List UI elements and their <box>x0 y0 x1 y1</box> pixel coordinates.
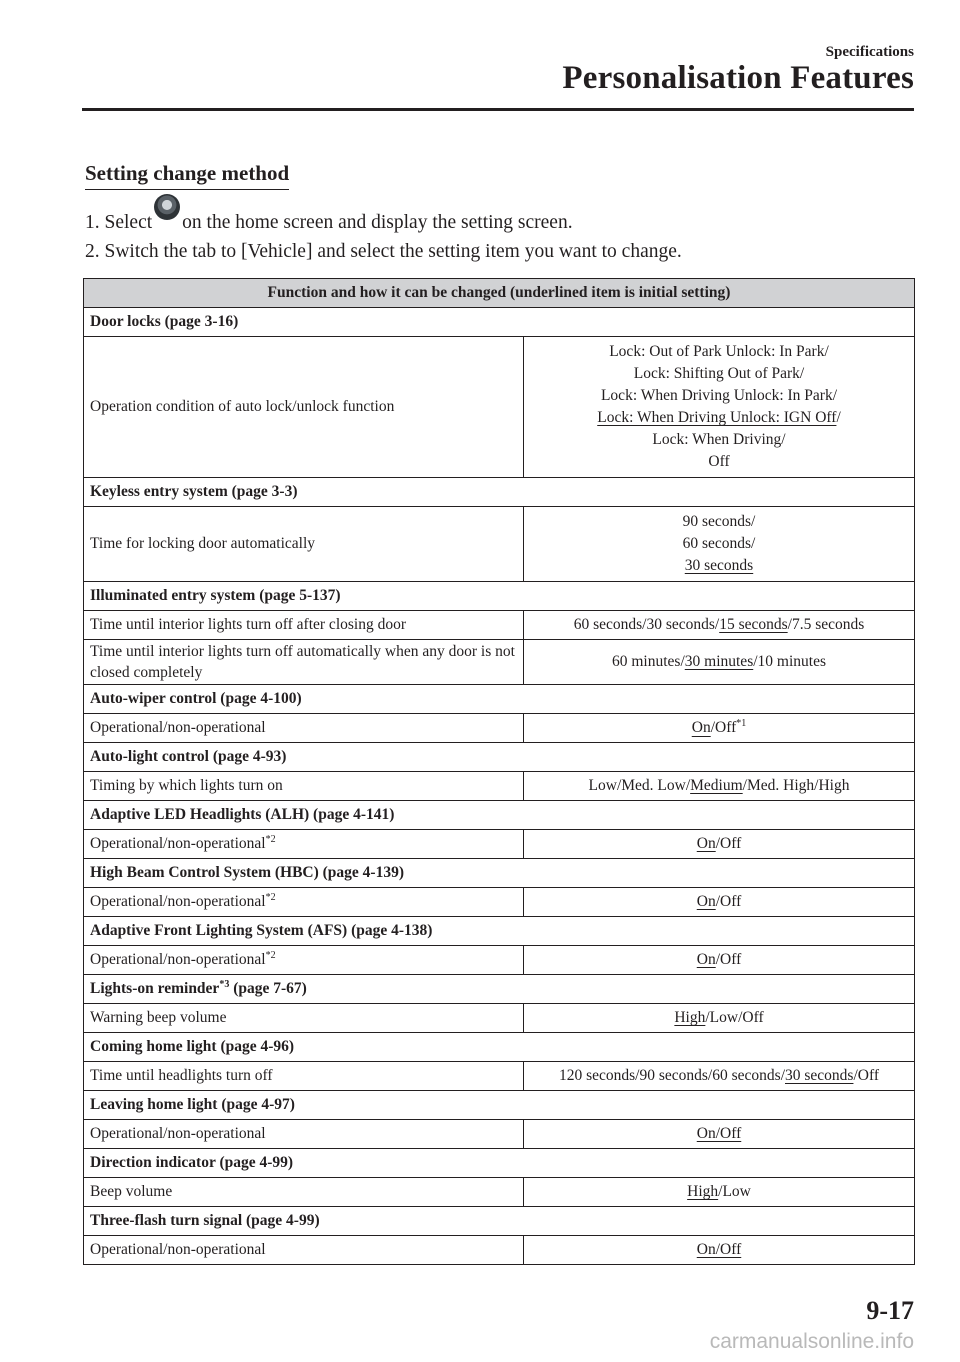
label-text: Operational/non-operational <box>90 893 266 911</box>
settings-table <box>83 278 915 1265</box>
value-line: Off <box>708 453 730 470</box>
table-row <box>84 1149 915 1178</box>
value-line: Lock: Out of Park Unlock: In Park/ <box>609 343 829 360</box>
row-value <box>524 1178 915 1207</box>
initial-setting: High <box>687 1183 719 1200</box>
value-text: /Off <box>715 893 742 910</box>
initial-setting: On/Off <box>696 1125 742 1142</box>
value-text: /Low/Off <box>705 1009 764 1026</box>
table-row <box>84 337 915 478</box>
step-1 <box>85 204 682 236</box>
table-row <box>84 975 915 1004</box>
table-row <box>84 714 915 743</box>
row-label <box>84 946 524 975</box>
category-keyless-entry: Keyless entry system (page 3-3) <box>84 478 915 507</box>
initial-setting: On/Off <box>696 1241 742 1258</box>
value-text: /Low <box>718 1183 751 1200</box>
initial-setting: High <box>674 1009 706 1026</box>
table-row <box>84 1207 915 1236</box>
watermark: carmanualsonline.info <box>709 1330 914 1353</box>
category-text: Lights-on reminder <box>90 980 220 998</box>
header-rule <box>82 108 914 111</box>
footnote-mark: *2 <box>265 834 276 846</box>
initial-setting: Medium <box>690 777 743 794</box>
initial-setting: On <box>696 835 716 852</box>
row-label: Time until interior lights turn off after closing door <box>84 611 524 640</box>
category-coming-home: Coming home light (page 4-96) <box>84 1033 915 1062</box>
category-text: (page 7-67) <box>229 980 307 998</box>
row-label: Beep volume <box>84 1178 524 1207</box>
value-text: 60 seconds/30 seconds/ <box>573 616 720 633</box>
value-text: /7.5 seconds <box>787 616 865 633</box>
table-row <box>84 917 915 946</box>
section-title: Setting change method <box>85 161 289 190</box>
initial-setting: On <box>696 893 716 910</box>
table-row <box>84 1033 915 1062</box>
value-text: /Off <box>715 835 742 852</box>
value-text: /10 minutes <box>753 653 826 670</box>
step-1-pre: Select <box>104 212 153 233</box>
row-label: Operational/non-operational <box>84 714 524 743</box>
header-section: Specifications <box>825 44 914 60</box>
label-text: Operational/non-operational <box>90 835 266 853</box>
row-value <box>524 1062 915 1091</box>
value-line <box>530 407 908 429</box>
row-value <box>524 946 915 975</box>
value-text: /Off <box>715 951 742 968</box>
value-line <box>530 555 908 577</box>
row-label: Operational/non-operational <box>84 1120 524 1149</box>
initial-setting: 30 minutes <box>684 653 754 670</box>
footnote-mark: *3 <box>219 979 230 991</box>
table-row <box>84 1236 915 1265</box>
table-row <box>84 640 915 685</box>
category-three-flash: Three-flash turn signal (page 4-99) <box>84 1207 915 1236</box>
step-2-text: Switch the tab to [Vehicle] and select the setting item you want to change. <box>104 241 682 262</box>
row-label <box>84 888 524 917</box>
table-row <box>84 1120 915 1149</box>
value-line: Lock: Shifting Out of Park/ <box>633 365 805 382</box>
row-value <box>524 772 915 801</box>
row-label: Warning beep volume <box>84 1004 524 1033</box>
value-text: /Med. High/High <box>742 777 850 794</box>
row-value <box>524 1236 915 1265</box>
value-text: 60 minutes/ <box>612 653 685 670</box>
category-hbc: High Beam Control System (HBC) (page 4-139) <box>84 859 915 888</box>
value-line: 90 seconds/ <box>682 513 756 530</box>
table-row <box>84 859 915 888</box>
row-value <box>524 830 915 859</box>
initial-setting: 30 seconds <box>785 1067 854 1084</box>
table-row <box>84 801 915 830</box>
table-row <box>84 946 915 975</box>
value-line: 60 seconds/ <box>682 535 756 552</box>
category-auto-light: Auto-light control (page 4-93) <box>84 743 915 772</box>
row-label: Timing by which lights turn on <box>84 772 524 801</box>
table-row <box>84 1062 915 1091</box>
row-value <box>524 888 915 917</box>
category-illuminated-entry: Illuminated entry system (page 5-137) <box>84 582 915 611</box>
page-number: 9-17 <box>866 1296 914 1325</box>
category-alh: Adaptive LED Headlights (ALH) (page 4-141) <box>84 801 915 830</box>
steps-list <box>85 204 682 268</box>
value-line: Lock: When Driving Unlock: In Park/ <box>600 387 838 404</box>
step-2 <box>85 236 682 268</box>
row-label: Time until interior lights turn off automatically when any door is not closed completely <box>84 640 524 685</box>
table-row <box>84 1091 915 1120</box>
step-1-number: 1. <box>85 212 100 233</box>
row-label: Time for locking door automatically <box>84 507 524 582</box>
footnote-mark: *2 <box>265 950 276 962</box>
settings-gear-icon <box>154 194 180 220</box>
initial-setting: 30 seconds <box>684 557 754 574</box>
table-row <box>84 478 915 507</box>
value-text: Low/Med. Low/ <box>588 777 691 794</box>
table-row <box>84 772 915 801</box>
table-row <box>84 685 915 714</box>
row-label: Time until headlights turn off <box>84 1062 524 1091</box>
row-value <box>524 1120 915 1149</box>
value-text: /Off <box>853 1067 879 1084</box>
value-text: 120 seconds/90 seconds/60 seconds/ <box>558 1067 785 1084</box>
row-value <box>524 640 915 685</box>
category-afs: Adaptive Front Lighting System (AFS) (page 4-138) <box>84 917 915 946</box>
initial-setting: On <box>691 719 711 737</box>
table-row <box>84 611 915 640</box>
row-label: Operation condition of auto lock/unlock function <box>84 337 524 478</box>
category-auto-wiper: Auto-wiper control (page 4-100) <box>84 685 915 714</box>
step-1-post: on the home screen and display the setting screen. <box>182 212 573 233</box>
value-line: Lock: When Driving/ <box>652 431 786 448</box>
table-row <box>84 830 915 859</box>
category-door-locks: Door locks (page 3-16) <box>84 308 915 337</box>
footnote-mark: *2 <box>265 892 276 904</box>
table-header: Function and how it can be changed (underlined item is initial setting) <box>84 279 915 308</box>
row-label <box>84 830 524 859</box>
header-title: Personalisation Features <box>562 60 914 96</box>
row-value <box>524 337 915 478</box>
initial-setting: On <box>696 951 716 968</box>
initial-setting: 15 seconds <box>719 616 788 633</box>
table-row <box>84 1004 915 1033</box>
initial-setting: Lock: When Driving Unlock: IGN Off <box>597 409 837 426</box>
table-row <box>84 507 915 582</box>
table-header-row <box>84 279 915 308</box>
category-direction-indicator: Direction indicator (page 4-99) <box>84 1149 915 1178</box>
row-label: Operational/non-operational <box>84 1236 524 1265</box>
value-text: / <box>836 409 841 426</box>
table-row <box>84 1178 915 1207</box>
row-value <box>524 507 915 582</box>
category-leaving-home: Leaving home light (page 4-97) <box>84 1091 915 1120</box>
table-row <box>84 308 915 337</box>
step-2-number: 2. <box>85 241 100 262</box>
value-text: /Off <box>710 719 737 737</box>
row-value <box>524 1004 915 1033</box>
footnote-mark: *1 <box>736 718 747 730</box>
row-value <box>524 714 915 743</box>
table-row <box>84 582 915 611</box>
table-row <box>84 888 915 917</box>
table-row <box>84 743 915 772</box>
label-text: Operational/non-operational <box>90 951 266 969</box>
category-lights-on-reminder <box>84 975 915 1004</box>
row-value <box>524 611 915 640</box>
